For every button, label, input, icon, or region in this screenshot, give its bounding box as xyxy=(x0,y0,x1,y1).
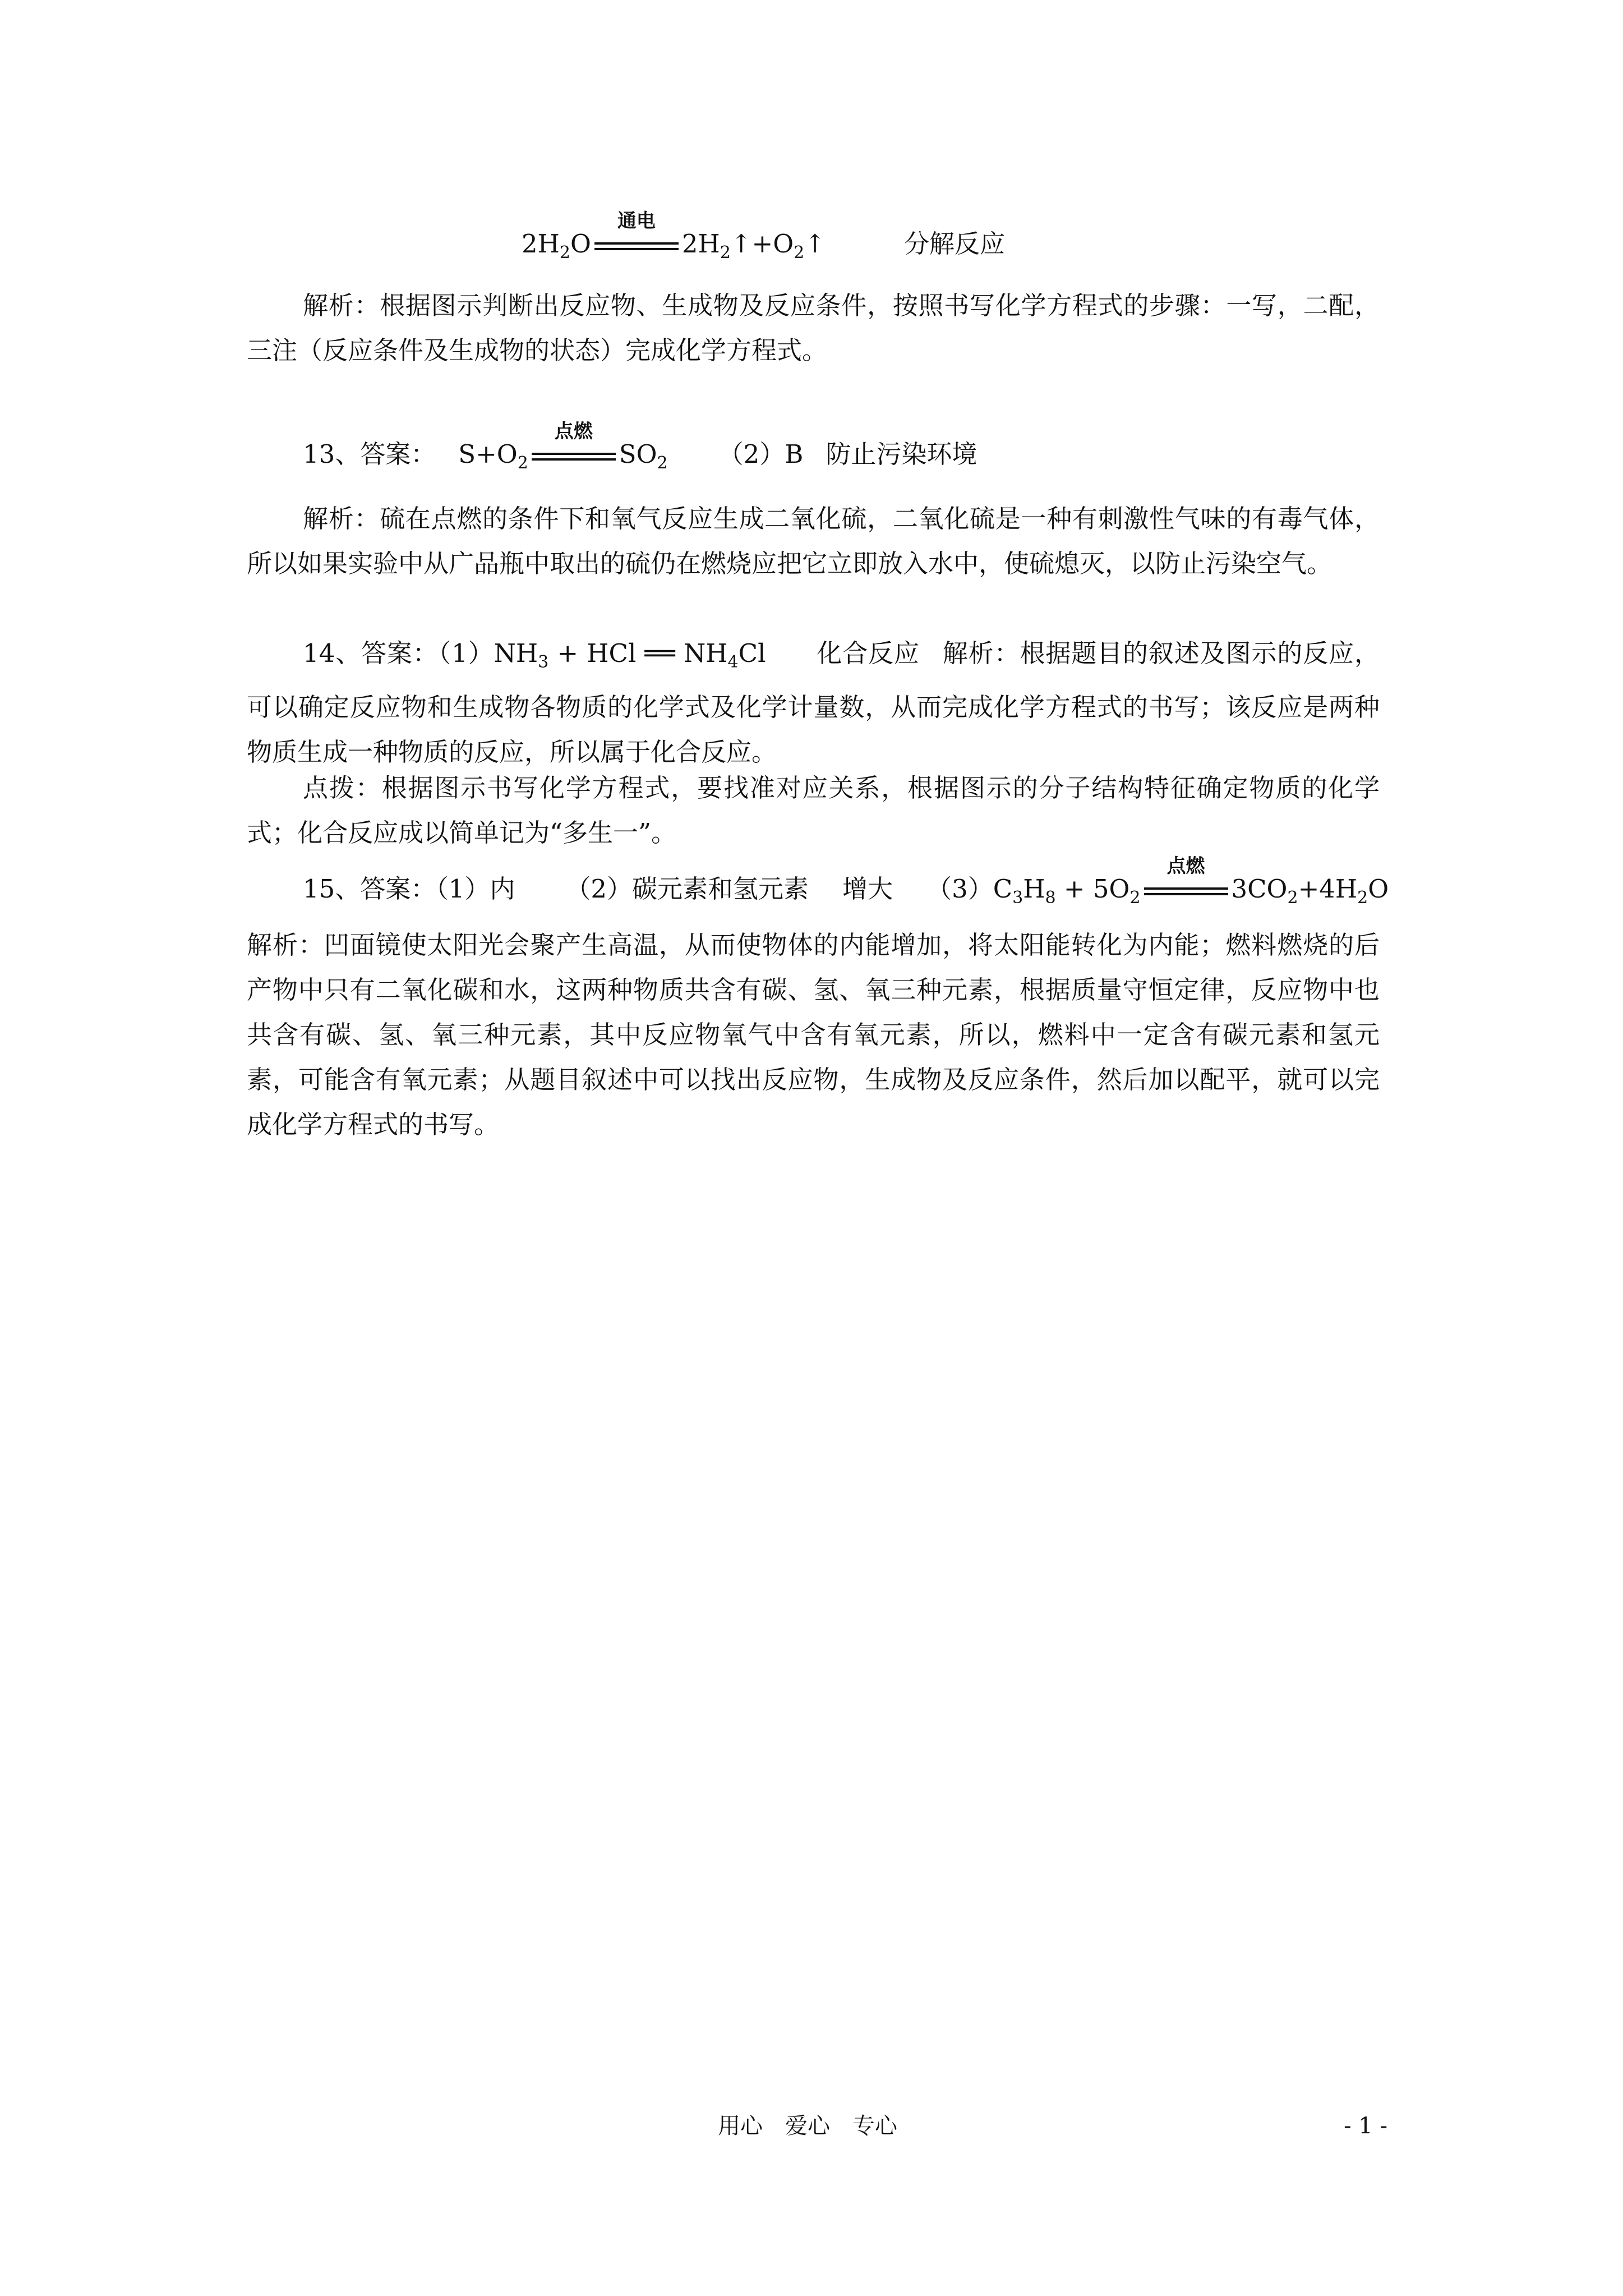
eq-sub: 3 xyxy=(538,652,549,672)
eq-term: H xyxy=(1023,874,1045,904)
answer-label: 13、答案： xyxy=(303,439,436,469)
eq-term: Cl xyxy=(738,638,766,668)
answer-part: 增大 xyxy=(842,874,893,904)
eq-sub: 3 xyxy=(1012,888,1023,908)
hint-paragraph: 点拨：根据图示书写化学方程式，要找准对应关系，根据图示的分子结构特征确定物质的化学式；化合反应成以简单记为“多生一”。 xyxy=(247,773,1380,848)
analysis-text: 解析：根据题目的叙述及图示的反应，可以确定反应物和生成物各物质的化学式及化学计量数，从而完成化学方程式的书写；该反应是两种物质生成一种物质的反应，所以属于化合反应。 xyxy=(247,638,1380,767)
reaction-condition-arrow xyxy=(1144,854,1228,905)
condition-label: 点燃 xyxy=(1166,854,1205,877)
condition-label: 点燃 xyxy=(554,420,593,443)
answer-part: 防止污染环境 xyxy=(826,439,978,469)
eq-term: O xyxy=(570,229,591,259)
eq-sub: 2 xyxy=(1357,888,1368,908)
eq-term: +4H xyxy=(1298,874,1358,904)
reaction-condition-arrow xyxy=(594,209,679,260)
analysis-paragraph: 解析：凹面镜使太阳光会聚产生高温，从而使物体的内能增加，将太阳能转化为内能；燃料燃烧的后产物中只有二氧化碳和水，这两种物质共含有碳、氢、氧三种元素，根据质量守恒定律，反应物中也共含有碳、氢、氧三种元素，其中反应物氧气中含有氧元素，所以，燃料中一定含有碳元素和氢元素，可能含有氧元素；从题目叙述中可以找出反应物，生成物及反应条件，然后加以配平，就可以完成化学方程式的书写。 xyxy=(247,930,1380,1139)
eq-term: + 5O xyxy=(1055,874,1130,904)
eq-sub: 2 xyxy=(559,243,570,263)
analysis-paragraph: 解析：硫在点燃的条件下和氧气反应生成二氧化硫，二氧化硫是一种有刺激性气味的有毒气体，所以如果实验中从广品瓶中取出的硫仍在燃烧应把它立即放入水中，使硫熄灭，以防止污染空气。 xyxy=(247,504,1380,578)
answer-label: 15、答案：（1）内 xyxy=(303,874,515,904)
eq-term: SO xyxy=(619,439,657,469)
answer-part: （2）B xyxy=(718,439,804,469)
eq-sub: 2 xyxy=(1287,888,1298,908)
page-number: - 1 - xyxy=(1344,2113,1387,2139)
eq-term: 2H xyxy=(522,229,560,259)
reaction-type: 分解反应 xyxy=(903,229,1005,259)
condition-label: 通电 xyxy=(617,209,656,232)
eq-sub: 2 xyxy=(720,243,731,263)
eq-term: ↑ xyxy=(804,229,826,259)
eq-sub: 8 xyxy=(1045,888,1056,908)
eq-term: （3）C xyxy=(926,874,1013,904)
answer-13 xyxy=(303,420,978,486)
eq-sub: 4 xyxy=(727,652,739,672)
eq-term: 3CO xyxy=(1231,874,1288,904)
reaction-condition-arrow xyxy=(532,420,616,471)
eq-sub: 2 xyxy=(517,453,528,473)
eq-term: 14、答案：（1）NH xyxy=(303,638,538,668)
equation-electrolysis xyxy=(522,209,1005,275)
eq-term: ↑+O xyxy=(730,229,794,259)
eq-term: S+O xyxy=(458,439,518,469)
eq-sub: 2 xyxy=(1129,888,1141,908)
answer-15 xyxy=(303,854,1389,921)
eq-sub: 2 xyxy=(657,453,668,473)
eq-term: 2H xyxy=(681,229,720,259)
answer-part: （2）碳元素和氢元素 xyxy=(565,874,809,904)
eq-term: O xyxy=(1368,874,1389,904)
answer-14 xyxy=(247,631,1380,775)
reaction-type: 化合反应 xyxy=(816,638,920,668)
eq-term: + HCl ══ NH xyxy=(548,638,728,668)
analysis-paragraph: 解析：根据图示判断出反应物、生成物及反应条件，按照书写化学方程式的步骤：一写，二配，三注（反应条件及生成物的状态）完成化学方程式。 xyxy=(247,291,1380,365)
footer-motto: 用心 爱心 专心 xyxy=(718,2113,897,2139)
eq-sub: 2 xyxy=(794,243,805,263)
